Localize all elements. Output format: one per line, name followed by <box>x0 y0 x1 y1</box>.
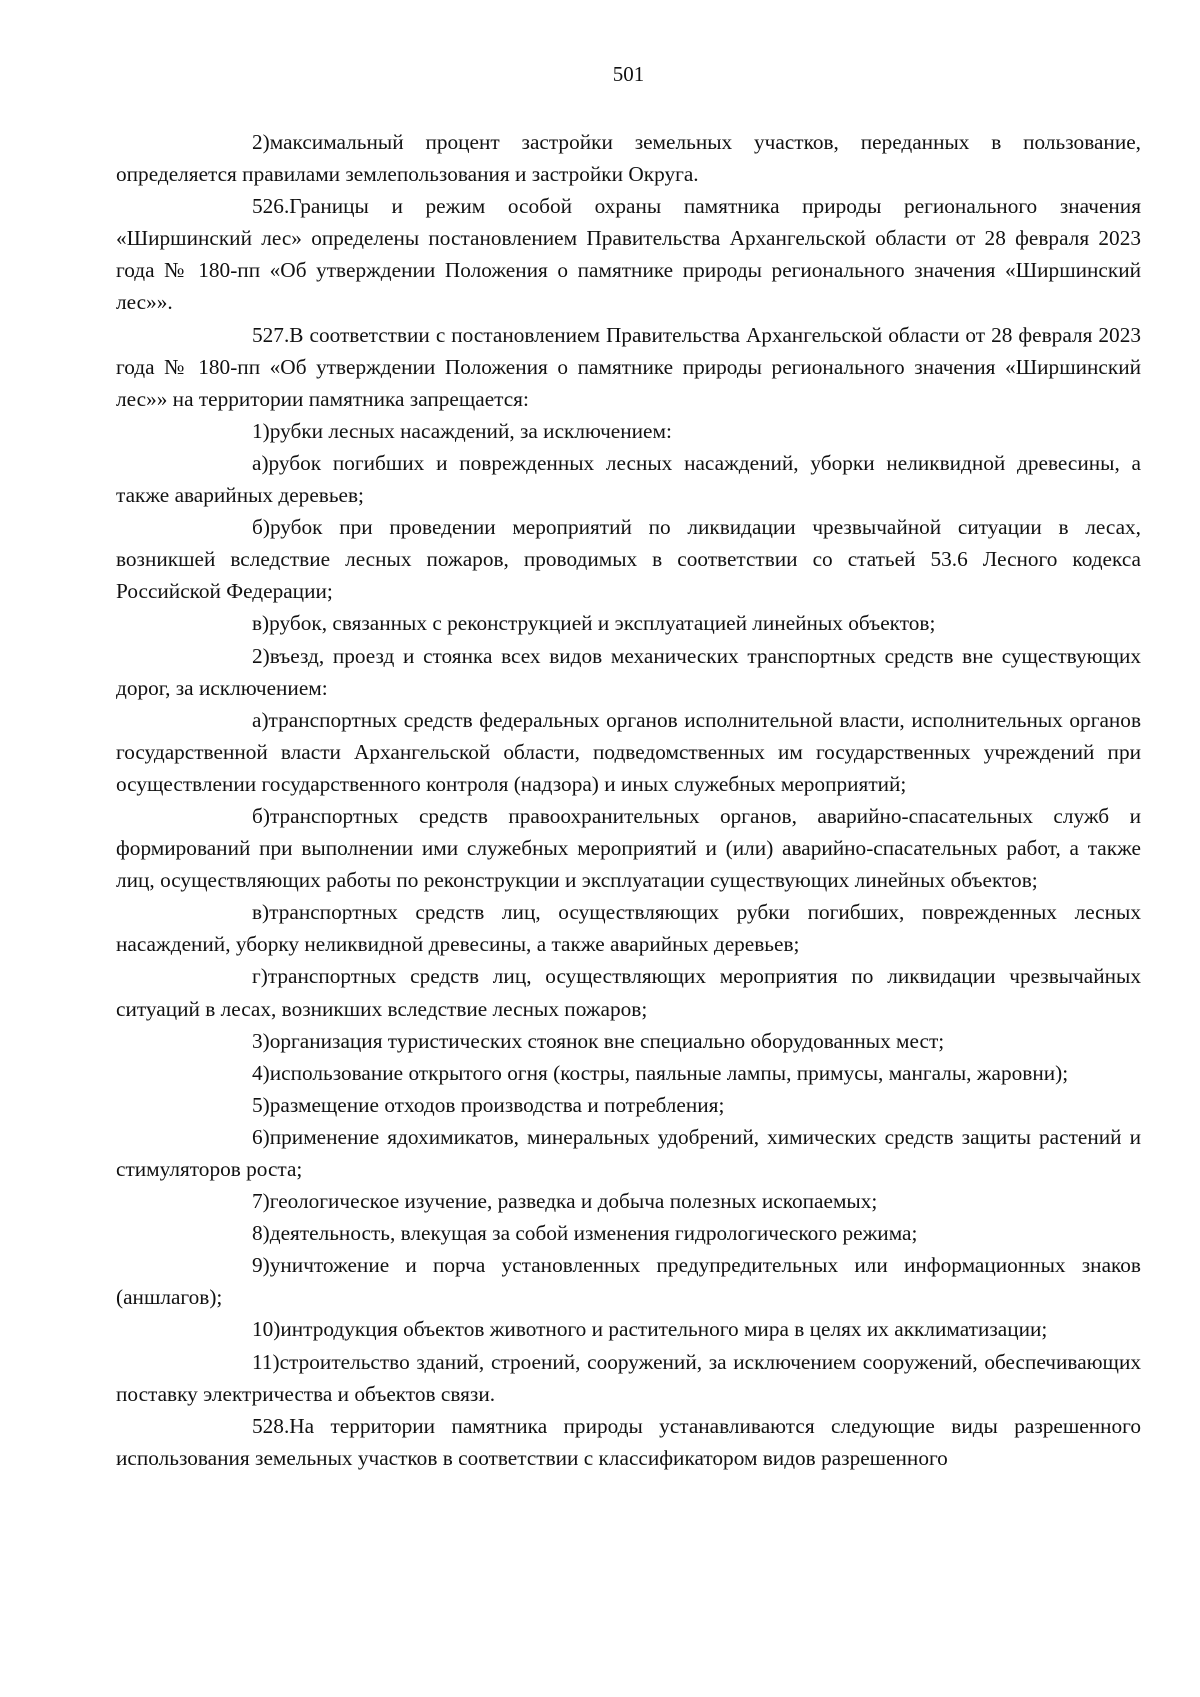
item-number: 2) <box>252 130 270 154</box>
paragraph-text: В соответствии с постановлением Правительства Архангельской области от 28 февраля 2023 года № 180-пп «Об утверждении Положения о памятнике природы регионального значения «Ширшинский лес»» на территории памятника запрещается: <box>116 322 1141 411</box>
item-number: 5) <box>252 1092 270 1117</box>
paragraph <box>116 640 1141 704</box>
item-number: 526. <box>252 194 290 219</box>
paragraph-text: транспортных средств правоохранительных органов, аварийно-спасательных служб и формирований при выполнении ими служебных мероприятий и (или) аварийно-спасательных работ, а также лиц, осуществляющих работы по реконструкции и эксплуатации существующих линейных объектов; <box>116 803 1141 893</box>
item-number: 6) <box>252 1124 270 1149</box>
item-number: а) <box>252 707 269 732</box>
item-number: 7) <box>252 1189 270 1214</box>
paragraph <box>116 126 1141 190</box>
paragraph <box>116 1217 1141 1249</box>
paragraph <box>116 1089 1141 1121</box>
item-number: в) <box>252 900 270 925</box>
paragraph-text: рубок, связанных с реконструкцией и эксплуатацией линейных объектов; <box>269 611 936 636</box>
paragraph-text: рубок при проведении мероприятий по ликвидации чрезвычайной ситуации в лесах, возникшей вследствие лесных пожаров, проводимых в соответствии со статьей 53.6 Лесного кодекса Российской Федерации; <box>116 515 1141 604</box>
paragraph-text: въезд, проезд и стоянка всех видов механических транспортных средств вне существующих дорог, за исключением: <box>116 643 1141 700</box>
paragraph <box>116 1346 1141 1410</box>
paragraph-text: транспортных средств лиц, осуществляющих мероприятия по ликвидации чрезвычайных ситуаций в лесах, возникших вследствие лесных пожаров; <box>116 964 1141 1021</box>
item-number: 9) <box>252 1253 270 1278</box>
item-number: 8) <box>252 1221 270 1246</box>
paragraph <box>116 800 1141 896</box>
item-number: 4) <box>252 1060 270 1085</box>
paragraph-text: максимальный процент застройки земельных участков, переданных в пользование, определяется правилами землепользования и застройки Округа. <box>116 130 1141 187</box>
paragraph-text: интродукция объектов животного и растительного мира в целях их акклиматизации; <box>280 1317 1048 1342</box>
paragraph <box>116 704 1141 800</box>
item-number: 1) <box>252 418 270 443</box>
item-number: а) <box>252 450 269 475</box>
paragraph-text: деятельность, влекущая за собой изменения гидрологического режима; <box>269 1221 918 1246</box>
paragraph <box>116 1185 1141 1217</box>
item-number: 10) <box>252 1317 281 1342</box>
item-number: б) <box>252 515 270 540</box>
paragraph-text: строительство зданий, строений, сооружений, за исключением сооружений, обеспечивающих поставку электричества и объектов связи. <box>116 1349 1141 1406</box>
item-number: 528. <box>252 1413 290 1438</box>
item-number: 11) <box>252 1349 280 1374</box>
paragraph <box>116 960 1141 1024</box>
item-number: 3) <box>252 1028 270 1053</box>
paragraph <box>116 1057 1141 1089</box>
item-number: б) <box>252 803 270 828</box>
paragraph <box>116 1249 1141 1313</box>
paragraph-text: рубок погибших и поврежденных лесных насаждений, уборки неликвидной древесины, а также аварийных деревьев; <box>116 450 1141 508</box>
paragraph-text: транспортных средств федеральных органов исполнительной власти, исполнительных органов государственной власти Архангельской области, подведомственных им государственных учреждений при осуществлении государственного контроля (надзора) и иных служебных мероприятий; <box>116 707 1141 796</box>
page-number: 501 <box>612 62 645 86</box>
paragraph <box>116 1025 1141 1057</box>
document-page <box>116 60 1141 1474</box>
paragraph-text: транспортных средств лиц, осуществляющих рубки погибших, поврежденных лесных насаждений, уборку неликвидной древесины, а также аварийных деревьев; <box>116 900 1141 957</box>
paragraph <box>116 1410 1141 1474</box>
item-number: 527. <box>252 322 290 347</box>
paragraph <box>116 511 1141 607</box>
paragraph <box>116 415 1141 447</box>
paragraph <box>116 190 1141 318</box>
paragraph-text: рубки лесных насаждений, за исключением: <box>269 418 672 443</box>
paragraph <box>116 1121 1141 1185</box>
paragraph-text: размещение отходов производства и потребления; <box>269 1092 725 1117</box>
paragraph <box>116 447 1141 511</box>
item-number: г) <box>252 964 268 989</box>
item-number: 2) <box>252 643 270 668</box>
document-body <box>116 126 1141 1474</box>
paragraph-text: использование открытого огня (костры, паяльные лампы, примусы, мангалы, жаровни); <box>269 1060 1069 1085</box>
paragraph-text: уничтожение и порча установленных предупредительных или информационных знаков (аншлагов); <box>116 1253 1141 1310</box>
paragraph <box>116 607 1141 639</box>
paragraph-text: организация туристических стоянок вне специально оборудованных мест; <box>269 1028 945 1053</box>
paragraph-text: геологическое изучение, разведка и добыча полезных ископаемых; <box>269 1189 878 1214</box>
paragraph-text: На территории памятника природы устанавливаются следующие виды разрешенного использования земельных участков в соответствии с классификатором видов разрешенного <box>116 1413 1141 1470</box>
paragraph-text: применение ядохимикатов, минеральных удобрений, химических средств защиты растений и стимуляторов роста; <box>116 1124 1141 1181</box>
paragraph <box>116 896 1141 960</box>
paragraph <box>116 319 1141 415</box>
paragraph <box>116 1313 1141 1345</box>
item-number: в) <box>252 611 270 636</box>
paragraph-text: Границы и режим особой охраны памятника природы регионального значения «Ширшинский лес» определены постановлением Правительства Архангельской области от 28 февраля 2023 года № 180-пп «Об утверждении Положения о памятнике природы регионального значения «Ширшинский лес»». <box>116 194 1141 315</box>
